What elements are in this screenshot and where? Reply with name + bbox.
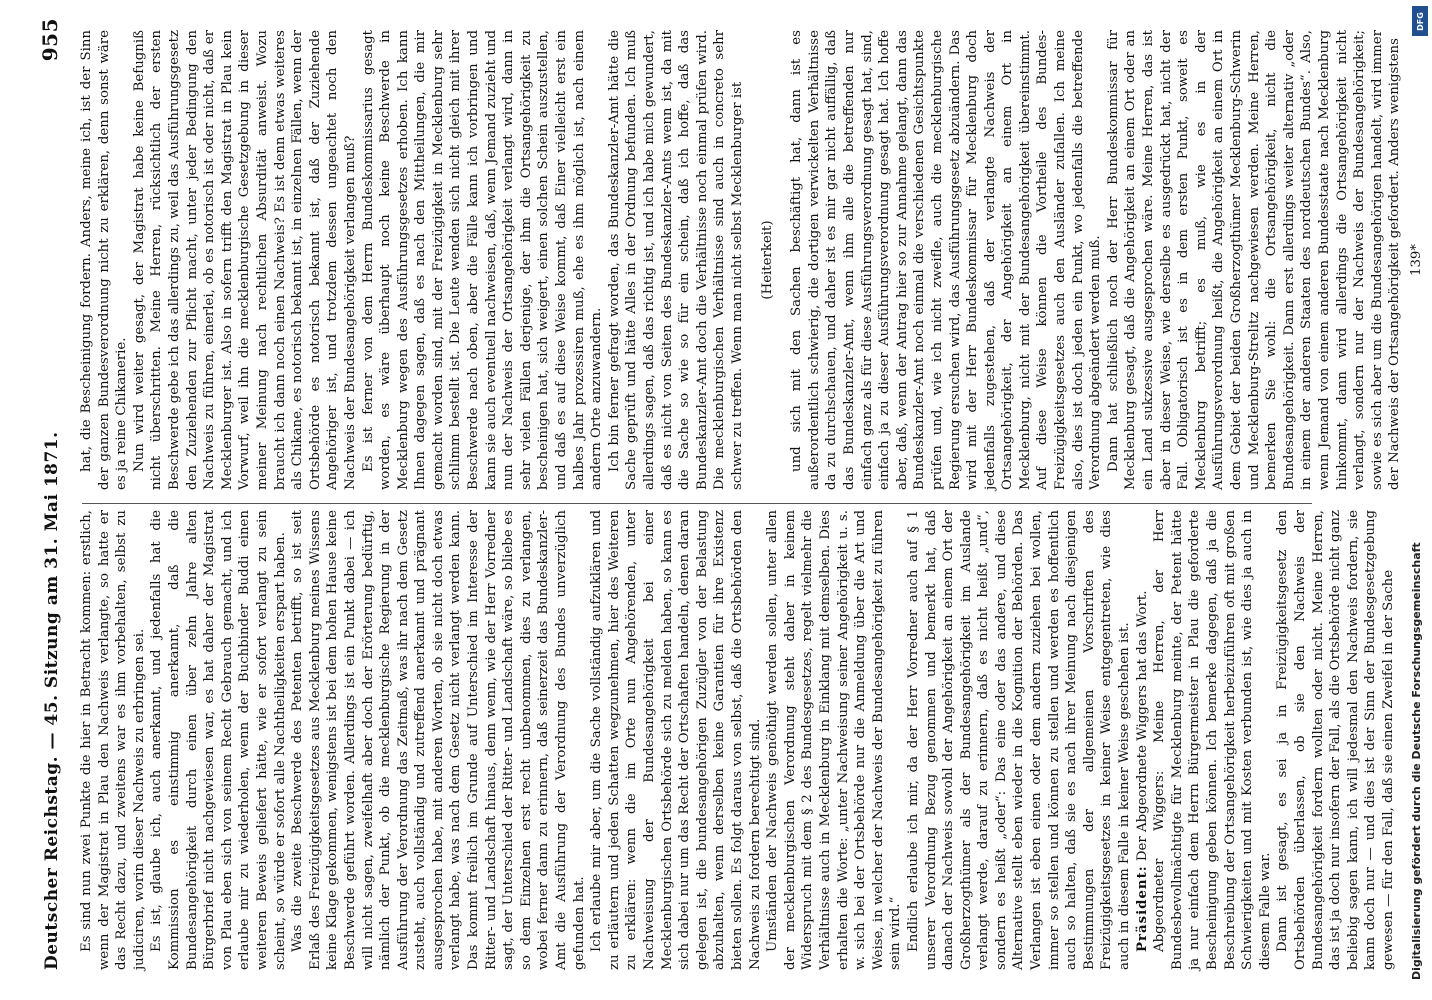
left-column: [78, 510, 1398, 970]
dfg-logo: [1412, 6, 1428, 36]
digitization-credit: [1406, 40, 1426, 980]
paragraph: Ich bin ferner gefragt worden, das Bundeskanzler-Amt hätte die Sache geprüft und hätte Alles in der Ordnung befunden. Ich muß allerdings sagen, daß das richtig ist, und ich habe mich gewundert, daß es nicht von Seiten des Bundeskanzler-Amts wenn ist, da mit die Sache so wie so für ein schein, daß ich hoffe, daß das Bundeskanzler-Amt doch die Verhältnisse noch einmal prüfen wird. Die mecklenburgischen Verhältnisse sind auch in concreto sehr schwer zu treffen. Wenn man nicht selbst Mecklenburger ist: [606, 30, 745, 490]
paragraph: hat, die Bescheinigung fordern. Anders, meine ich, ist der Sinn der ganzen Bundesverordnung nicht zu erklären, denn sonst wäre es ja reine Chikanerie.: [79, 30, 130, 490]
speaker-role: Präsident:: [1134, 865, 1150, 952]
sheet-signature: 139*: [1408, 243, 1424, 277]
paragraph: Es ist, glaube ich, auch anerkannt, und jedenfalls hat die Kommission es einstimmig anerkannt, daß die Bundesangehörigkeit durch einen über zehn Jahre alten Bürgerbrief nicht nachgewiesen war, es hat daher der Magistrat von Plau eben sich von seinem Recht Gebrauch gemacht, und ich erlaube mir zu wiederholen, wenn der Buchbinder Buddi einen weiteren Beweis geliefert hätte, wie er sofort verlangt zu sein scheint, so würde er sofort alle Nachtheiligkeiten erspart haben.: [149, 510, 288, 970]
interjection-note: (Heiterkeit): [759, 220, 775, 300]
paragraph: Es ist ferner von dem Herrn Bundeskommissarius gesagt worden, es wäre überhaupt noch keine Beschwerde in Mecklenburg wegen des Ausführungsgesetzes erhoben. Ich kann Ihnen dagegen sagen, daß es nach den Mittheilungen, die mir gemacht worden sind, mit der Freizügigkeit in Mecklenburg sehr schlimm bestellt ist. Die Leute wenden sich nicht gleich mit ihrer Beschwerde nach oben, aber die Fälle kann ich vorbringen und kann sie auch eventuell nachweisen, daß, wenn Jemand zuzieht und nun der Nachweis der Ortsangehörigkeit verlangt wird, dann in sehr vielen Fällen derjenige, der ihm die Ortsangehörigkeit zu bescheinigen hat, sich weigert, einen solchen Schein auszustellen, und daß es auf diese Weise kommt, daß Einer vielleicht erst ein halbes Jahr prozessiren muß, ehe es ihm möglich ist, nach einem andern Orte anzuwandern.: [360, 30, 605, 490]
paragraph: Umständen der Nachweis genöthigt werden sollen, unter allen der mecklenburgischen Verordnung steht daher in keinem Widerspruch mit dem § 2 des Bundesgesetzes, regelt vielmehr die Verhältnisse auch in Mecklenburg in Einklang mit demselben. Dies erhalten die Worte: „unter Nachweisung seiner Angehörigkeit u. s. w. sich bei der Ortsbehörde nur die Anmeldung über die Art und Weise, in welcher der Nachweis der Bundesangehörigkeit zu führen sein wird.“: [765, 510, 904, 970]
paragraph: Es sind nun zwei Punkte die hier in Betracht kommen: erstlich, wenn der Magistrat in Plau den Nachweis verlangte, so hatte er das Recht dazu, und zweitens war es ihm vorbehalten, selbst zu judiciren, worin dieser Nachweis zu erbringen sei.: [79, 510, 147, 970]
president-text: Der Abgeordnete Wiggers hat das Wort.: [1134, 590, 1150, 862]
paragraph: und sich mit den Sachen beschäftigt hat, dann ist es außerordentlich schwierig, die dortigen verwickelten Verhältnisse da zu durchschauen, und daher ist es mir gar nicht auffällig, daß das Bundeskanzler-Amt, wenn ihm alle die betreffenden nur einfach ganz als für diese Ausführungsverordnung gesagt hat, sind, einfach ja zu dieser Ausführungsverordnung gesagt hat. Ich hoffe aber, daß, wenn der Antrag hier so zur Annahme gelangt, dann das Bundeskanzler-Amt noch einmal die verschiedenen Gesichtspunkte prüfen und, wie ich nicht zweifle, auch die mecklenburgische Regierung ersuchen wird, das Ausführungsgesetz abzuändern. Das wird mit der Herr Bundeskommissar für Mecklenburg doch jedenfalls zugestehen, daß der verlangte Nachweis der Ortsangehörigkeit, der Angehörigkeit an einem Ort in Mecklenburg, nicht mit der Bundesangehörigkeit übereinstimmt. Auf diese Weise können die Vortheile des Bundes-Freizügigkeitsgesetzes auch den Ausländer zufallen. Ich meine also, dies ist doch jeden ein Punkt, wo jedenfalls die betreffende Verordnung abgeändert werden muß.: [789, 30, 1104, 490]
paragraph: Abgeordneter Wiggers: Meine Herren, der Herr Bundesbevollmächtigte für Mecklenburg meinte, der Petent hätte ja nur einfach dem Herrn Bürgermeister in Plau die geforderte Bescheinigung geben können. Ich bemerke dagegen, daß ja die Beschreibung der Ortsangehörigkeit herbeizuführen oft mit großen Schwierigkeiten und mit Kosten verbunden ist, wie dies ja auch in diesem Falle war.: [1152, 510, 1273, 970]
paragraph: Dann hat schließlich noch der Herr Bundeskommissar für Mecklenburg gesagt, daß die Angehörigkeit an einem Ort oder an ein Land sukzessive ausgesprochen wäre. Meine Herren, das ist aber in dieser Weise, wie derselbe es ausgedrückt hat, nicht der Fall. Obligatorisch ist es in dem ersten Punkt, soweit es Mecklenburg betrifft; es muß, wie es in der Ausführungsverordnung heißt, die Angehörigkeit an einem Ort in dem Gebiet der beiden Großherzogthümer Mecklenburg-Schwerin und Mecklenburg-Strelitz nachgewiesen werden. Meine Herren, bemerken Sie wohl: die Ortsangehörigkeit, nicht die Bundesangehörigkeit. Dann erst allerdings weiter alternativ „oder in einem der anderen Staaten des norddeutschen Bundes“. Also, wenn Jemand von einem anderen Bundesstaate nach Mecklenburg hinkommt, dann wird allerdings die Ortsangehörigkeit nicht verlangt, sondern nur der Nachweis der Bundesangehörigkeit; sowie es sich aber um die Bundesangehörigen handelt, wird immer der Nachweis der Ortsangehörigkeit gefordert. Anders wenigstens: [1105, 30, 1403, 490]
column-divider: [82, 503, 1312, 504]
paragraph: Nun wird weiter gesagt, der Magistrat habe keine Befugniß nicht überschritten. Meine Herren, rücksichtlich der ersten Beschwerde gebe ich das allerdings zu, weil das Ausführungsgesetz den Zuziehenden zur Pflicht macht, unter jeder Bedingung den Nachweis zu führen, einerlei, ob es notorisch ist oder nicht, daß er Mecklenburger ist. Also in sofern trifft den Magistrat in Plau kein Vorwurf, weil ihn die mecklenburgische Gesetzgebung in dieser meiner Meinung nach rechtlichen Absurdität anweist. Wozu braucht ich dann noch einen Nachweis? Es ist denn etwas weiteres als Chikane, es notorisch bekannt ist, in einzelnen Fällen, wenn der Ortsbehörde es notorisch bekannt ist, daß der Zuziehende Angehöriger ist, und trotzdem dessen ungeachtet noch den Nachweis der Bundesangehörigkeit verlangen muß?: [131, 30, 358, 490]
right-column: [78, 30, 1432, 490]
president-line: [1134, 510, 1152, 970]
paragraph: Dann ist gesagt, es sei ja in Freizügigkeitsgesetz den Ortsbehörden überlassen, ob sie den Nachweis der Bundesangehörigkeit fordern wollten oder nicht. Meine Herren, das ist ja doch nur insofern der Fall, als die Ortsbehörde nicht ganz beliebig sagen kann, ich will jedesmal den Nachweis fordern, sie kann doch nur — und dies ist der Sinn der Bundesgesetzgebung gewesen — für den Fall, daß sie einen Zweifel in der Sache: [1275, 510, 1396, 970]
running-head: Deutscher Reichstag. — 45. Sitzung am 31. Mai 1871.: [42, 431, 62, 970]
paragraph: Ich erlaube mir aber, um die Sache vollständig aufzuklären und zu erläutern und jeden Schatten wegzunehmen, hier des Weiteren zu erklären: wenn die im Orte nun Angehörenden, unter Nachweisung der Bundesangehörigkeit bei einer Mecklenburgischen Ortsbehörde sich zu melden haben, so kann es sich dabei nur um das Recht der Ortschaften handeln, denen daran gelegen ist, die bundesangehörigen Zuzügler von der Belastung abzuhalten, wenn derselben keine Garantien für ihre Existenz bieten sollen. Es folgt daraus von selbst, daß die Ortsbehörden den Nachweis zu fordern berechtigt sind.: [589, 510, 763, 970]
paragraph: Was die zweite Beschwerde des Petenten betrifft, so ist seit Erlaß des Freizügigkeitsgesetzes aus Mecklenburg meines Wissens keine Klage gekommen, wenigstens ist bei dem hohen Hause keine Beschwerde geführt worden. Allerdings ist ein Punkt dabei — ich will nicht sagen, zweifelhaft aber doch der Erörterung bedürftig, nämlich der Punkt, ob die mecklenburgische Regierung in der Ausführung der Verordnung das Zeitmaß, was ihr nach dem Gesetz zusteht, auch vollständig und zutreffend anerkannt und prägnant ausgesprochen habe, mit anderen Worten, ob sie nicht doch etwas verlangt habe, was nach dem Gesetz nicht verlangt werden kann. Das kommt freilich im Grunde auf Unterschied im Interesse der Ritter- und Landschaft hinaus, denn wenn, wie der Herr Vorredner sagt, der Unterschied der Ritter- und Landschaft wäre, so bliebe es so dem Einzelnen erst recht unbenommen, dies zu verlangen, wobei ferner dann zu erinnern, daß seinerzeit das Bundeskanzler-Amt die Ausführung der Verordnung des Bundes unverzüglich gefunden hat.: [290, 510, 587, 970]
page-header: [30, 10, 74, 990]
paragraph: Endlich erlaube ich mir, da der Herr Vorredner auch auf § 1 unserer Verordnung Bezug genommen und bemerkt hat, daß danach der Nachweis sowohl der Angehörigkeit an einem Ort der Großherzogthümer als der Bundesangehörigkeit im Auslande verlangt werde, darauf zu erinnern, daß es nicht heißt „und“, sondern es heißt „oder“: Das eine oder das andere, und diese Alternative stellt eben wieder in die Kognition der Behörden. Das Verlangen ist eben einen oder dem andern zuziehen bei wollen, immer so stellen und können zu stellen und werden es hoffentlich auch so halten, daß sie es nach ihrer Meinung nach diesjenigen Bestimmungen der allgemeinen Vorschriften des Freizügigkeitsgesetzes in keiner Weise entgegentreten, wie dies auch in diesem Falle in keiner Weise geschehen ist.: [905, 510, 1133, 970]
dfg-logo-text: DFG: [1415, 11, 1425, 31]
credit-text: Digitalisierung gefördert durch die Deutsche Forschungsgemeinschaft: [1410, 542, 1423, 980]
page-number: 955: [38, 18, 62, 62]
